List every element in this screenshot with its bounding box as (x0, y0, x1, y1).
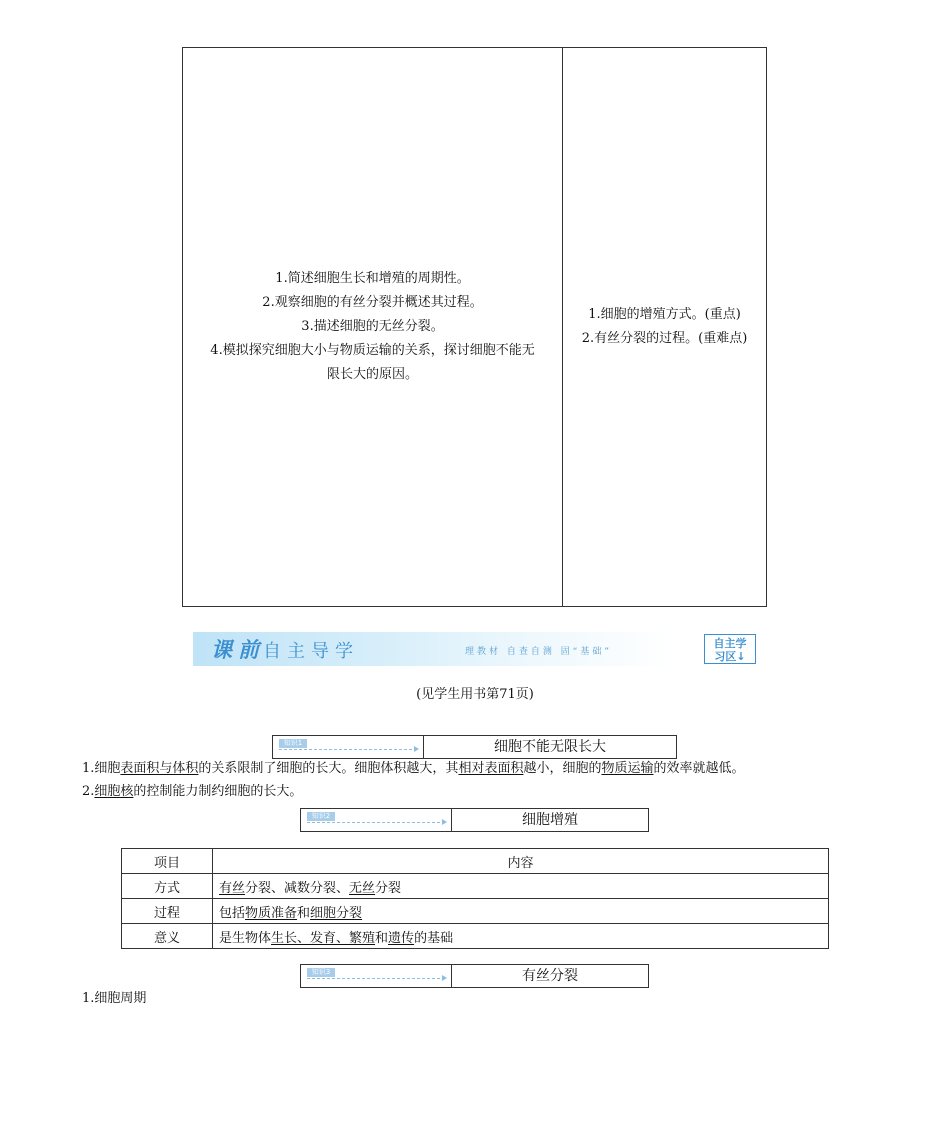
table-header-row (122, 849, 829, 874)
objective-item: 1.简述细胞生长和增殖的周期性。 (275, 271, 470, 286)
paragraph: 1.细胞周期 (82, 991, 147, 1006)
text-run: 包括 (219, 905, 246, 921)
section-title: 细胞不能无限长大 (494, 739, 606, 755)
paragraph (82, 760, 745, 778)
row-value (213, 899, 829, 924)
text-run: 和 (297, 905, 311, 921)
section-header (272, 735, 677, 759)
objectives-right-cell (563, 48, 766, 606)
text-run: 的效率就越低。 (653, 761, 745, 776)
badge-line: 习区↓ (714, 650, 746, 663)
dashed-line (307, 822, 445, 823)
answer-underline: 有丝 (219, 880, 246, 896)
objective-item: 限长大的原因。 (326, 367, 418, 382)
table-row (122, 874, 829, 899)
key-point-item: 2.有丝分裂的过程。(重难点) (581, 331, 748, 346)
section-banner (193, 632, 758, 666)
section-tag-pill: 知识1 (279, 739, 307, 748)
row-label: 方式 (122, 874, 213, 899)
banner-title-script: 课前 (211, 637, 265, 662)
text-run: 分裂 (375, 880, 402, 896)
text-run: 1.细胞 (82, 761, 121, 776)
answer-underline: 物质运输 (601, 761, 654, 776)
banner-slogan: 理教材 自查自测 固“基础” (465, 647, 613, 657)
section-tag (301, 809, 452, 831)
text-run: 越小，细胞的 (523, 761, 602, 776)
section-tag-pill: 知识3 (307, 968, 335, 977)
section-tag (273, 736, 424, 758)
badge-line: 自主学 (713, 637, 747, 650)
text-run: 和 (375, 930, 389, 946)
text-run: 的基础 (414, 930, 454, 946)
objective-item: 2.观察细胞的有丝分裂并概述其过程。 (262, 295, 483, 310)
row-label: 过程 (122, 899, 213, 924)
self-study-badge (704, 634, 756, 664)
section-header (300, 808, 649, 832)
reference-note: (见学生用书第71页) (416, 687, 534, 702)
dashed-line (307, 978, 445, 979)
section-title: 有丝分裂 (522, 968, 578, 984)
answer-underline: 细胞分裂 (310, 905, 363, 921)
table-row (122, 924, 829, 949)
arrow-icon (442, 819, 447, 825)
answer-underline: 相对表面积 (458, 761, 524, 776)
row-value (213, 924, 829, 949)
answer-underline: 遗传 (388, 930, 415, 946)
objective-item: 4.模拟探究细胞大小与物质运输的关系，探讨细胞不能无 (210, 343, 535, 358)
answer-underline: 无丝 (349, 880, 376, 896)
text-run: 的控制能力制约细胞的长大。 (133, 784, 303, 799)
text-run: 分裂、减数分裂、 (245, 880, 350, 896)
dashed-line (279, 749, 417, 750)
objectives-table (182, 47, 767, 607)
banner-title: 自主导学 (263, 641, 359, 662)
paragraph (82, 783, 302, 801)
arrow-icon (414, 746, 419, 752)
objectives-left-cell (183, 48, 563, 606)
row-value (213, 874, 829, 899)
column-header: 内容 (213, 849, 829, 874)
section-tag (301, 965, 452, 987)
section-header (300, 964, 649, 988)
answer-underline: 物质准备 (245, 905, 298, 921)
row-label: 意义 (122, 924, 213, 949)
answer-underline: 细胞核 (94, 784, 134, 799)
proliferation-table (121, 848, 829, 949)
objective-item: 3.描述细胞的无丝分裂。 (301, 319, 444, 334)
table-row (122, 899, 829, 924)
section-tag-pill: 知识2 (307, 812, 335, 821)
text-run: 2. (82, 784, 95, 799)
answer-underline: 表面积与体积 (120, 761, 199, 776)
section-title: 细胞增殖 (522, 812, 578, 828)
answer-underline: 生长、发育、繁殖 (271, 930, 376, 946)
column-header: 项目 (122, 849, 213, 874)
text-run: 是生物体 (219, 930, 272, 946)
key-point-item: 1.细胞的增殖方式。(重点) (588, 307, 741, 322)
text-run: 的关系限制了细胞的长大。细胞体积越大，其 (198, 761, 459, 776)
arrow-icon (442, 975, 447, 981)
